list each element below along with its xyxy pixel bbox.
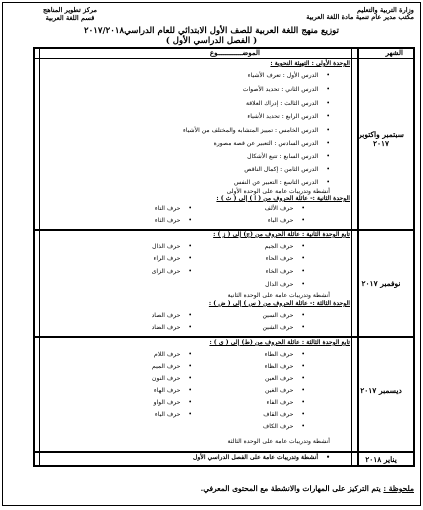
grid-line — [351, 47, 352, 466]
lesson-item: • الدرس الرابع : تحديد الأشياء — [247, 114, 330, 120]
lesson-item: • الدرس الخامس : تمييز المتشابه والمختلف من الأشياء — [183, 128, 330, 134]
letter-item: • حرف السين — [263, 313, 305, 319]
month-cell: يناير ٢٠١٨ — [365, 455, 397, 464]
department-line: قسم اللغة العربية — [45, 13, 95, 22]
letter-item: • حرف الصاد — [152, 313, 192, 319]
month-cell: نوفمبر ٢٠١٧ — [361, 279, 401, 288]
letter-item: • حرف الشين — [263, 325, 305, 331]
letter-item: • حرف الكاف — [263, 424, 305, 430]
letter-item: • حرف النون — [152, 376, 192, 382]
center-line: مركز تطوير المناهج — [43, 6, 98, 14]
general-activities: • أنشطة وتدريبات عامة على الفصل الدراسي الأول — [193, 455, 330, 461]
grid-line — [39, 47, 40, 466]
unit-title: تابع الوحدة الثانية : عائلة الحروف من (ج) إلى ( ز ) : — [213, 231, 350, 238]
note-text: يتم التركيز على المهارات والانشطة مع المحتوى المعرفي. — [200, 484, 381, 493]
lesson-item: • الدرس التاسع : التعبير عن النفس — [234, 180, 330, 186]
letter-item: • حرف الباء — [268, 218, 305, 224]
lesson-item: • الدرس الثالث : إدراك العلاقة — [246, 101, 330, 107]
letter-item: • حرف الألف — [265, 206, 305, 212]
lesson-item: • الدرس الثاني : تحديد الأصوات — [243, 87, 330, 93]
letter-item: • حرف اللام — [154, 352, 192, 358]
letter-item: • حرف الميم — [152, 364, 192, 370]
activities-line: أنشطة وتدريبات عامة على الوحدة الثانية — [227, 292, 330, 299]
letter-item: • حرف القاف — [263, 412, 305, 418]
unit-title: الوحدة الأولى : التهيئة النحوية : — [270, 60, 350, 67]
letter-item: • حرف الضاد — [152, 325, 192, 331]
unit-title: الوحدة الثالثة :- عائلة الحروف من ( س ) إلى ( ض ) : — [208, 300, 350, 307]
letter-item: • حرف الجيم — [265, 244, 305, 250]
letter-item: • حرف العين — [265, 376, 305, 382]
letter-item: • حرف الزاى — [152, 269, 192, 275]
activities-line: أنشطة وتدريبات عامة على الوحدة الثالثة — [227, 438, 330, 445]
document-title — [9, 26, 414, 46]
letter-item: • حرف الغين — [265, 388, 305, 394]
center-header — [43, 7, 97, 22]
title-line-2: ( الفصل الدراسي الأول ) — [165, 36, 258, 46]
topic-column-header: الموضــــــــــــوع — [209, 48, 260, 57]
letter-item: • حرف الذال — [152, 244, 192, 250]
lesson-item: • الدرس الأول : تعرف الأشياء — [248, 73, 330, 79]
letter-item: • حرف الهاء — [154, 388, 192, 394]
lesson-item: • الدرس الثامن : إكمال الناقص — [244, 167, 330, 173]
unit-title: الوحدة الثانية :- عائلة الحروف من ( ا ) إلى ( ث ) : — [216, 195, 350, 202]
month-column-header: الشهر — [385, 48, 403, 57]
office-line: مكتب مدير عام تنمية مادة اللغة العربية — [306, 13, 414, 21]
letter-item: • حرف الثاء — [155, 218, 192, 224]
note-label: ملحوظة : — [383, 484, 414, 493]
letter-item: • حرف التاء — [155, 206, 192, 212]
month-cell: سبتمبر واكتوبر ٢٠١٧ — [358, 130, 404, 148]
grid-line — [413, 47, 415, 466]
letter-item: • حرف الياء — [155, 412, 192, 418]
footer-note — [201, 485, 414, 493]
grid-line — [33, 47, 35, 466]
letter-item: • حرف الخاء — [266, 269, 305, 275]
activities-line: أنشطة وتدريبات عامة على الوحدة الأولى — [226, 188, 330, 195]
letter-item: • حرف الواو — [154, 400, 192, 406]
letter-item: • حرف الحاء — [266, 256, 305, 262]
letter-item: • حرف الطاء — [265, 352, 305, 358]
unit-title: تابع الوحدة الثالثة : عائلة الحروف من (ط) إلى ( ى ) : — [209, 339, 350, 346]
title-line-1: توزيع منهج اللغة العربية للصف الأول الابتدائي للعام الدراسي٢٠١٧/٢٠١٨ — [84, 26, 339, 36]
letter-item: • حرف الدال — [265, 282, 305, 288]
lesson-item: • الدرس السابع : تتبع الأشكال — [247, 154, 330, 160]
ministry-line: وزارة التربية والتعليم — [356, 6, 414, 14]
lesson-item: • الدرس السادس : التعبير عن قصة مصورة — [214, 141, 330, 147]
letter-item: • حرف الفاء — [267, 400, 305, 406]
letter-item: • حرف الراء — [154, 256, 192, 262]
letter-item: • حرف الظاء — [265, 364, 305, 370]
grid-line — [357, 47, 359, 466]
ministry-header — [306, 7, 414, 21]
month-cell: ديسمبر ٢٠١٧ — [360, 386, 402, 395]
document-page — [2, 2, 421, 506]
